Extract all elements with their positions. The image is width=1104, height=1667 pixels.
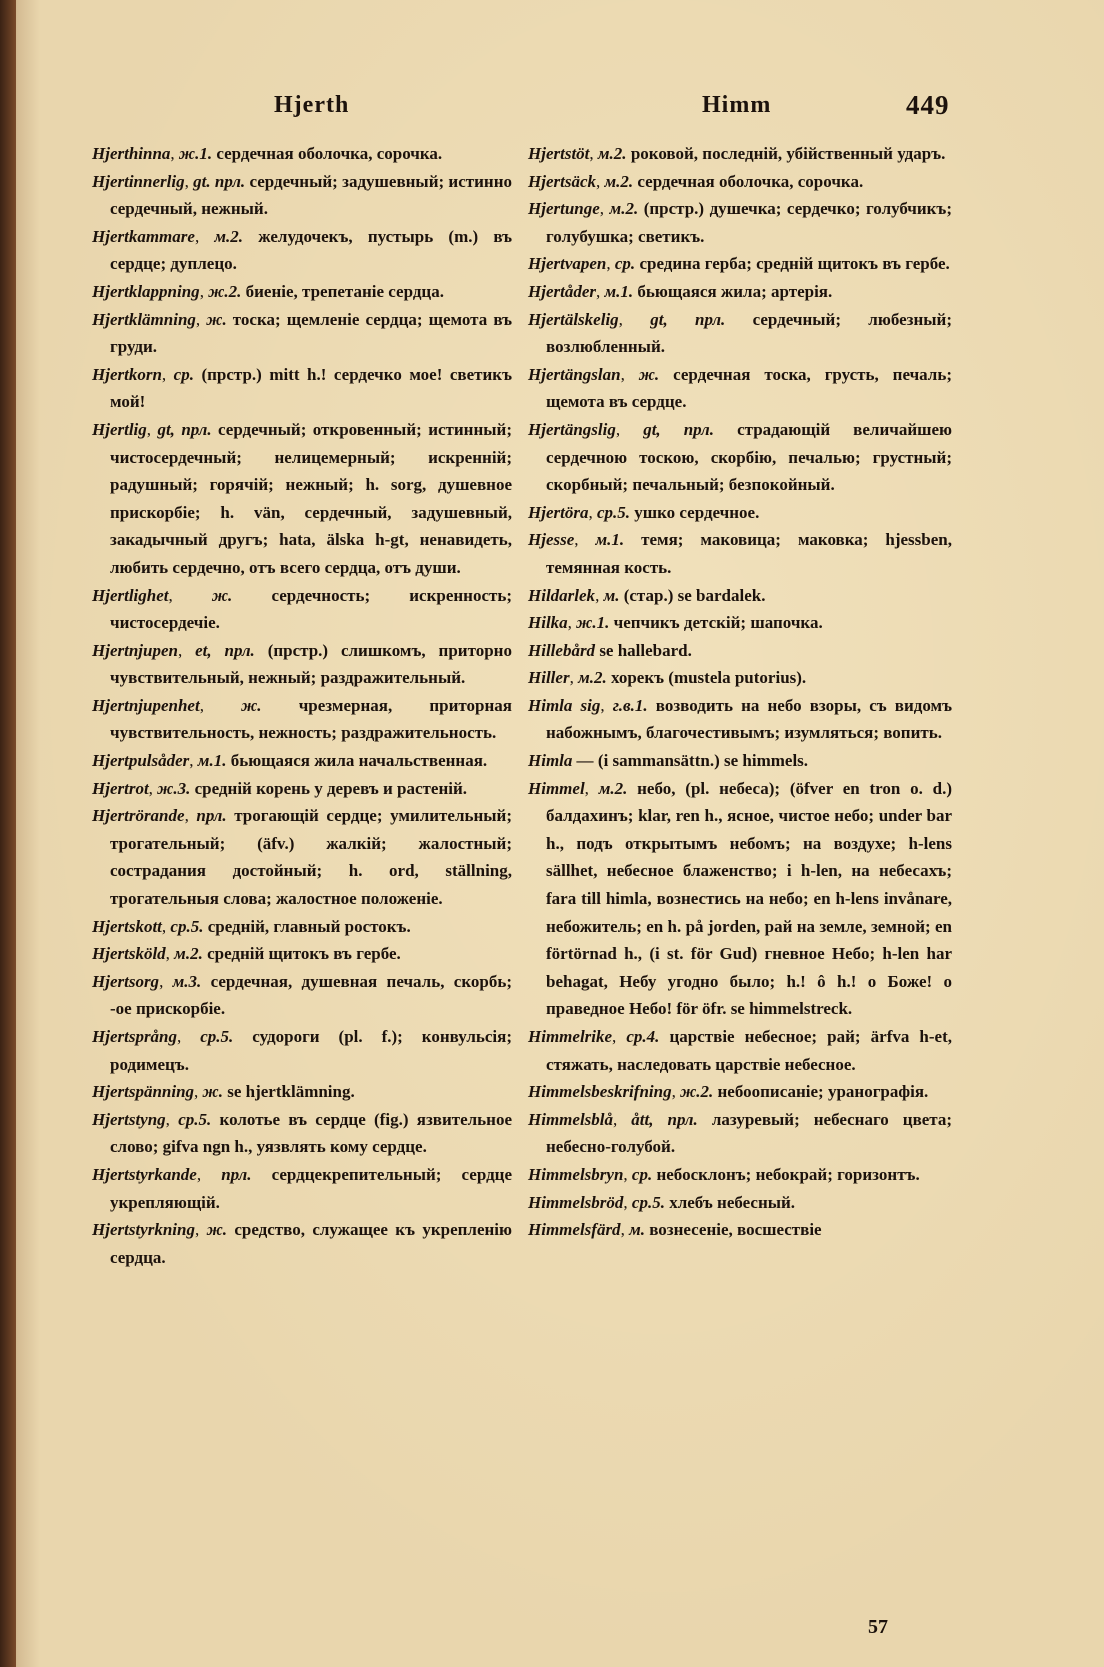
dictionary-entry: Hilka, ж.1. чепчикъ детскій; шапочка. xyxy=(528,613,823,633)
entry-grammar: м.2. xyxy=(597,144,627,163)
dictionary-entry: Hjertstyng, ср.5. колотье въ сердце (fig.) язвительное слово; gifva ngn h., уязвлять кому сердце. xyxy=(92,1109,513,1157)
dictionary-entry: Hjertängslig, gt, прл. страдающій величайшею сердечною тоскою, скорбію, печалью; грустный; скорбный; печальный; безпокойный. xyxy=(528,419,953,495)
entry-headword: Hjertpulsåder xyxy=(92,751,190,771)
entry-grammar: et, прл. xyxy=(195,640,255,660)
page-number: 449 xyxy=(906,90,950,120)
entry-grammar: ср.4. xyxy=(626,1027,660,1046)
entry-definition: (прстр.) слишкомъ, приторно чувствительный, нежный; раздражительный. xyxy=(110,640,512,688)
entry-definition: (прстр.) mitt h.! сердечко мое! светикъ мой! xyxy=(110,364,512,412)
entry-definition: небо, (pl. небеса); (öfver en tron o. d.) балдахинъ; klar, ren h., ясное, чистое небо; under bar h., подъ открытымъ небомъ; на воздухе; h-lens sällhet, небесное блаженство; i h-len, на небесахъ; fara till himla, вознестись на небо; en h-lens invånare, небожитель; en h. på jorden, рай на земле, земной; en förtörnad h., (i st. för Gud) гневное Небо; h-len har behagat, Небу угодно было; h.! ô h.! о Боже! о праведное Небо! för öfr. se himmelstreck. xyxy=(546,778,953,1019)
entry-grammar: ср.5. xyxy=(178,1109,212,1129)
entry-grammar: ж.2. xyxy=(208,281,242,301)
dictionary-entry: Hjertrörande, прл. трогающій сердце; умилительный; трогательный; (äfv.) жалкій; жалостный; сострадания достойный; h. ord, ställning, трогательныя слова; жалостное положеніе. xyxy=(92,806,512,909)
entry-headword: Himmelsbryn xyxy=(528,1164,624,1184)
dictionary-entry: Hjertsprång, ср.5. судороги (pl. f.); конвульсія; родимецъ. xyxy=(92,1027,513,1074)
entry-headword: Hjertstyrkande xyxy=(92,1164,197,1184)
entry-headword: Hildarlek xyxy=(528,585,596,605)
entry-grammar: ått, прл. xyxy=(631,1109,698,1129)
entry-headword: Hiller xyxy=(528,668,570,688)
dictionary-entry: Hjertrot, ж.3. средній корень у деревъ и растеній. xyxy=(92,778,468,798)
entry-definition: страдающій величайшею сердечною тоскою, скорбію, печалью; грустный; скорбный; печальный; безпокойный. xyxy=(546,419,953,495)
dictionary-entry: Hjertkorn, ср. (прстр.) mitt h.! сердечко мое! светикъ мой! xyxy=(92,364,512,412)
dictionary-entry: Hjertpulsåder, м.1. бьющаяся жила начальственная. xyxy=(92,751,488,771)
entry-definition: (i sammansättn.) se himmels. xyxy=(597,751,809,771)
dictionary-entry: Hjertstyrkning, ж. средство, служащее къ укрепленію сердца. xyxy=(92,1220,513,1267)
entry-grammar: ср. xyxy=(631,1164,653,1184)
dictionary-entry: Hjertspänning, ж. se hjertklämning. xyxy=(92,1082,355,1102)
entry-grammar: ср. xyxy=(173,364,194,384)
dictionary-entry: Hjertlighet, ж. сердечность; искренность; чистосердечіе. xyxy=(92,585,513,633)
entry-grammar: м.2. xyxy=(609,199,639,219)
dictionary-entry: Hjerthinna, ж.1. сердечная оболочка, сорочка. xyxy=(92,144,443,163)
entry-definition: (прстр.) душечка; сердечко; голубчикъ; голубушка; светикъ. xyxy=(546,199,952,246)
entry-grammar: м.2. xyxy=(214,226,244,246)
entry-definition: небосклонъ; небокрай; горизонтъ. xyxy=(656,1164,920,1184)
entry-grammar: м.1. xyxy=(595,530,625,550)
dictionary-entry: Hjertunge, м.2. (прстр.) душечка; сердечко; голубчикъ; голубушка; светикъ. xyxy=(528,199,952,246)
entry-grammar: ср. xyxy=(614,254,636,274)
dictionary-entry xyxy=(528,637,952,665)
entry-definition: сердечность; искренность; чистосердечіе. xyxy=(110,585,513,633)
dictionary-entry: Himmelrike, ср.4. царствіе небесное; рай; ärfva h-et, стяжать, наследовать царствіе небесное. xyxy=(528,1027,953,1074)
dictionary-entry: Hjertstyrkande, прл. сердцекрепительный; сердце укрепляющій. xyxy=(92,1164,513,1212)
header-left-guideword: Hjerth xyxy=(274,92,350,118)
entry-definition: тоска; щемленіе сердца; щемота въ груди. xyxy=(110,309,512,357)
entry-headword: Hjertöra xyxy=(528,502,589,522)
entry-definition: бьющаяся жила начальственная. xyxy=(230,751,488,771)
dictionary-entry: Hildarlek, м. (стар.) se bardalek. xyxy=(528,585,766,605)
entry-grammar: м. xyxy=(603,585,620,605)
running-header xyxy=(0,88,1104,128)
dictionary-entry: Himmelsfärd, м. вознесеніе, восшествіе xyxy=(528,1220,822,1240)
entry-headword: Hjertinnerlig xyxy=(92,171,185,191)
dictionary-entry: Hjertsköld, м.2. средній щитокъ въ гербе. xyxy=(92,944,401,964)
dictionary-entry xyxy=(528,747,952,775)
entry-definition: трогающій сердце; умилительный; трогательный; (äfv.) жалкій; жалостный; сострадания достойный; h. ord, ställning, трогательныя слова; жалостное положеніе. xyxy=(110,806,512,909)
dictionary-entry: Hjertkammare, м.2. желудочекъ, пустырь (m.) въ сердце; дуплецо. xyxy=(92,226,513,274)
entry-headword: Hillebård xyxy=(528,640,596,660)
left-column xyxy=(92,140,512,1271)
entry-grammar: ж.1. xyxy=(178,144,213,163)
dictionary-entry: Hjertöra, ср.5. ушко сердечное. xyxy=(528,502,760,522)
entry-headword: Hjertunge xyxy=(528,199,600,219)
entry-definition: сердечная тоска, грусть, печаль; щемота въ сердце. xyxy=(546,364,952,412)
dictionary-entry: Himmelsbröd, ср.5. хлебъ небесный. xyxy=(528,1192,796,1212)
entry-grammar: м.1. xyxy=(604,281,634,301)
entry-definition: вознесеніе, восшествіе xyxy=(649,1220,822,1240)
entry-headword: Hjertstöt xyxy=(528,144,590,163)
entry-grammar: ж.1. xyxy=(576,613,610,633)
entry-headword: Hjerthinna xyxy=(92,144,171,163)
entry-headword: Hjertkammare xyxy=(92,226,195,246)
entry-grammar: м.1. xyxy=(197,751,227,771)
entry-definition: возводить на небо взоры, съ видомъ набожнымъ, благочестивымъ; изумляться; вопить. xyxy=(546,695,953,743)
entry-definition: (стар.) se bardalek. xyxy=(623,585,766,605)
dictionary-entry: Hjertskott, ср.5. средній, главный ростокъ. xyxy=(92,916,411,936)
dictionary-entry: Hjertlig, gt, прл. сердечный; откровенный; истинный; чистосердечный; нелицемерный; искренній; радушный; горячій; нежный; h. sorg, душевное прискорбіе; h. vän, сердечный, задушевный, закадычный другъ; hata, älska h-gt, ненавидеть, любить сердечно, отъ всего сердца, отъ души. xyxy=(92,419,512,577)
entry-headword: Himla sig xyxy=(528,695,601,715)
dictionary-entry: Himmelsbryn, ср. небосклонъ; небокрай; горизонтъ. xyxy=(528,1164,920,1184)
dictionary-entry: Hjertvapen, ср. средина герба; средній щитокъ въ гербе. xyxy=(528,254,950,274)
entry-definition: сердечная, душевная печаль, скорбь; -ое прискорбіе. xyxy=(110,971,513,1019)
entry-headword: Hjertsköld xyxy=(92,944,166,964)
entry-grammar: ср.5. xyxy=(200,1027,234,1046)
entry-headword: Himmelsfärd xyxy=(528,1220,621,1240)
entry-definition: сердечная оболочка, сорочка. xyxy=(216,144,443,163)
entry-grammar: ж. xyxy=(206,309,227,329)
entry-grammar: ж. xyxy=(206,1220,227,1240)
book-binding-edge xyxy=(0,0,16,1667)
entry-definition: se hjertklämning. xyxy=(227,1082,355,1102)
entry-definition: биеніе, трепетаніе сердца. xyxy=(245,281,444,301)
entry-definition: лазуревый; небеснаго цвета; небесно-голубой. xyxy=(546,1109,953,1157)
entry-headword: Hjertälskelig xyxy=(528,309,619,329)
entry-grammar: м. xyxy=(629,1220,645,1240)
entry-definition: сердечный; откровенный; истинный; чистосердечный; нелицемерный; искренній; радушный; горячій; нежный; h. sorg, душевное прискорбіе; h. vän, сердечный, задушевный, закадычный другъ; hata, älska h-gt, ненавидеть, любить сердечно, отъ всего сердца, отъ души. xyxy=(110,419,512,577)
entry-definition: средній, главный ростокъ. xyxy=(207,916,411,936)
entry-headword: Hjertängslig xyxy=(528,419,616,439)
entry-grammar: прл. xyxy=(196,806,227,826)
entry-headword: Hjertsäck xyxy=(528,171,596,191)
entry-definition: чрезмерная, приторная чувствительность, нежность; раздражительность. xyxy=(110,695,513,743)
entry-definition: средина герба; средній щитокъ въ гербе. xyxy=(639,254,950,274)
entry-grammar: ж. xyxy=(211,585,233,605)
entry-headword: Hjertåder xyxy=(528,281,596,301)
entry-headword: Hjertskott xyxy=(92,916,162,936)
dictionary-entry: Hiller, м.2. хорекъ (mustela putorius). xyxy=(528,668,807,688)
dictionary-entry: Hjertälskelig, gt, прл. сердечный; любезный; возлюбленный. xyxy=(528,309,953,357)
entry-headword: Himla — xyxy=(528,751,594,771)
entry-headword: Hjertvapen xyxy=(528,254,607,274)
dictionary-entry: Himmelsblå, ått, прл. лазуревый; небеснаго цвета; небесно-голубой. xyxy=(528,1109,953,1157)
entry-definition: средство, служащее къ укрепленію сердца. xyxy=(110,1220,513,1267)
entry-headword: Himmelsblå xyxy=(528,1109,613,1129)
entry-headword: Hjertlig xyxy=(92,419,147,439)
entry-headword: Hjertstyrkning xyxy=(92,1220,195,1240)
entry-grammar: gt, прл. xyxy=(643,419,715,439)
entry-definition: средній щитокъ въ гербе. xyxy=(207,944,401,964)
entry-headword: Hjertrörande xyxy=(92,806,185,826)
entry-grammar: г.в.1. xyxy=(612,695,648,715)
dictionary-entry: Hjertstöt, м.2. роковой, последній, убійственный ударъ. xyxy=(528,144,946,163)
entry-grammar: gt. прл. xyxy=(193,171,246,191)
entry-headword: Hjertkorn xyxy=(92,364,162,384)
entry-headword: Himmelsbröd xyxy=(528,1192,624,1212)
signature-mark: 57 xyxy=(868,1616,888,1638)
entry-definition: средній корень у деревъ и растеній. xyxy=(194,778,468,798)
dictionary-entry: Hjertnjupen, et, прл. (прстр.) слишкомъ, приторно чувствительный, нежный; раздражительный. xyxy=(92,640,512,688)
entry-grammar: м.2. xyxy=(604,171,634,191)
entry-grammar: ж.2. xyxy=(680,1082,714,1102)
entry-definition: бьющаяся жила; артерія. xyxy=(637,281,833,301)
entry-headword: Hjertrot xyxy=(92,778,149,798)
dictionary-entry: Hjertåder, м.1. бьющаяся жила; артерія. xyxy=(528,281,833,301)
header-right-guideword: Himm xyxy=(702,92,772,118)
dictionary-entry: Hjertsorg, м.3. сердечная, душевная печаль, скорбь; -ое прискорбіе. xyxy=(92,971,513,1019)
entry-headword: Hjertstyng xyxy=(92,1109,166,1129)
entry-definition: хлебъ небесный. xyxy=(669,1192,796,1212)
entry-headword: Himmelrike xyxy=(528,1027,613,1046)
entry-headword: Hjertnjupenhet xyxy=(92,695,200,715)
dictionary-entry: Himmel, м.2. небо, (pl. небеса); (öfver en tron o. d.) балдахинъ; klar, ren h., ясное, чистое небо; under bar h., подъ открытымъ небомъ; на воздухе; h-lens sällhet, небесное блаженство; i h-len, на небесахъ; fara till himla, вознестись на небо; en h-lens invånare, небожитель; en h. på jorden, рай на земле, земной; en förtörnad h., (i st. för Gud) гневное Небо; h-len har behagat, Небу угодно было; h.! ô h.! о Боже! о праведное Небо! för öfr. se himmelstreck. xyxy=(528,778,953,1019)
entry-headword: Hjertsprång xyxy=(92,1027,178,1046)
entry-grammar: ж. xyxy=(241,695,262,715)
entry-definition: сердечный; задушевный; истинно сердечный, нежный. xyxy=(110,171,513,219)
entry-headword: Hjertsorg xyxy=(92,971,160,991)
entry-definition: хорекъ (mustela putorius). xyxy=(610,668,807,688)
dictionary-entry: Hjertinnerlig, gt. прл. сердечный; задушевный; истинно сердечный, нежный. xyxy=(92,171,513,219)
entry-headword: Himmel xyxy=(528,778,585,798)
entry-grammar: gt, прл. xyxy=(157,419,212,439)
entry-grammar: м.2. xyxy=(174,944,203,964)
entry-headword: Hjertlighet xyxy=(92,585,169,605)
entry-grammar: ср.5. xyxy=(596,502,630,522)
right-column xyxy=(528,140,952,1244)
entry-grammar: ж. xyxy=(638,364,660,384)
entry-grammar: ж. xyxy=(202,1082,223,1102)
dictionary-entry: Himmelsbeskrifning, ж.2. небоописаніе; уранографія. xyxy=(528,1082,929,1102)
dictionary-entry: Hjertnjupenhet, ж. чрезмерная, приторная чувствительность, нежность; раздражительность. xyxy=(92,695,513,743)
entry-headword: Hjertnjupen xyxy=(92,640,178,660)
entry-grammar: прл. xyxy=(221,1164,252,1184)
entry-grammar: gt, прл. xyxy=(650,309,726,329)
entry-definition: сердцекрепительный; сердце укрепляющій. xyxy=(110,1164,513,1212)
entry-definition: ушко сердечное. xyxy=(634,502,760,522)
entry-headword: Hilka xyxy=(528,613,568,633)
entry-headword: Hjertklappning xyxy=(92,281,200,301)
entry-definition: роковой, последній, убійственный ударъ. xyxy=(630,144,946,163)
entry-grammar: ср.5. xyxy=(170,916,204,936)
entry-grammar: м.2. xyxy=(598,778,628,798)
entry-grammar: м.3. xyxy=(172,971,202,991)
entry-definition: темя; маковица; маковка; hjessben, темянная кость. xyxy=(546,530,952,577)
entry-headword: Hjertspänning xyxy=(92,1082,195,1102)
entry-definition: чепчикъ детскій; шапочка. xyxy=(613,613,823,633)
entry-grammar: м.2. xyxy=(578,668,607,688)
entry-grammar: ж.3. xyxy=(157,778,191,798)
entry-definition: сердечная оболочка, сорочка. xyxy=(637,171,864,191)
dictionary-entry: Himla sig, г.в.1. возводить на небо взоры, съ видомъ набожнымъ, благочестивымъ; изумляться; вопить. xyxy=(528,695,953,743)
entry-headword: Hjertängslan xyxy=(528,364,621,384)
dictionary-entry: Hjertklappning, ж.2. биеніе, трепетаніе сердца. xyxy=(92,281,444,301)
dictionary-entry: Hjesse, м.1. темя; маковица; маковка; hjessben, темянная кость. xyxy=(528,530,952,577)
dictionary-entry: Hjertängslan, ж. сердечная тоска, грусть, печаль; щемота въ сердце. xyxy=(528,364,952,412)
entry-headword: Hjesse xyxy=(528,530,575,550)
entry-definition: небоописаніе; уранографія. xyxy=(717,1082,929,1102)
dictionary-entry: Hjertsäck, м.2. сердечная оболочка, сорочка. xyxy=(528,171,864,191)
entry-headword: Himmelsbeskrifning xyxy=(528,1082,672,1102)
entry-definition: колотье въ сердце (fig.) язвительное слово; gifva ngn h., уязвлять кому сердце. xyxy=(110,1109,513,1157)
entry-definition: se hallebard. xyxy=(599,640,692,660)
entry-definition: судороги (pl. f.); конвульсія; родимецъ. xyxy=(110,1027,513,1074)
entry-definition: сердечный; любезный; возлюбленный. xyxy=(546,309,953,357)
entry-grammar: ср.5. xyxy=(631,1192,665,1212)
entry-definition: царствіе небесное; рай; ärfva h-et, стяжать, наследовать царствіе небесное. xyxy=(546,1027,953,1074)
entry-definition: желудочекъ, пустырь (m.) въ сердце; дуплецо. xyxy=(110,226,513,274)
entry-headword: Hjertklämning xyxy=(92,309,196,329)
dictionary-entry: Hjertklämning, ж. тоска; щемленіе сердца; щемота въ груди. xyxy=(92,309,512,357)
